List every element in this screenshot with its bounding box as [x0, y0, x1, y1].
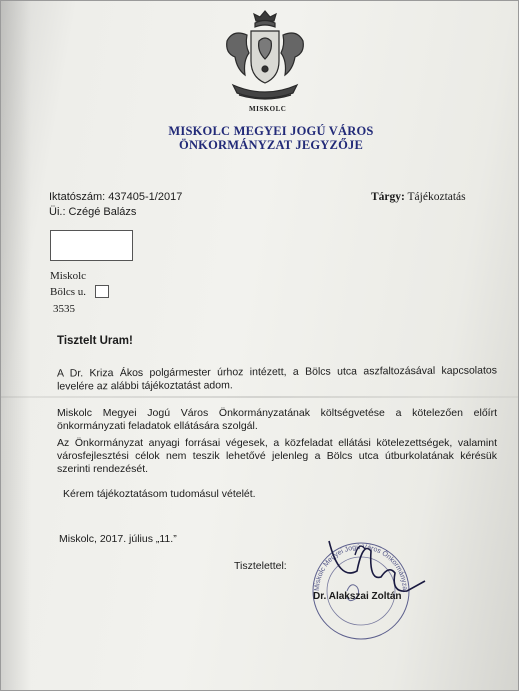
svg-text:Miskolc Megyei Jogú Város Önko [314, 544, 408, 592]
subject-value: Tájékoztatás [407, 191, 466, 203]
crest-label: MISKOLC [249, 105, 287, 113]
paragraph-1: A Dr. Kriza Ákos polgármester úrhoz intézett, a Bölcs utca aszfaltozásával kapcsolatos levelére az alábbi tájékoztatást adom. [56, 364, 497, 393]
coat-of-arms-icon [219, 7, 311, 119]
case-officer: Üi.: Czégé Balázs [49, 206, 137, 218]
closing: Tisztelettel: [234, 560, 287, 572]
org-name-line1: MISKOLC MEGYEI JOGÚ VÁROS [168, 124, 374, 138]
stamp-and-signature-icon [289, 531, 439, 641]
greeting: Tisztelt Uram! [57, 335, 133, 347]
date-line: Miskolc, 2017. július „11.” [59, 533, 177, 545]
redacted-house-number-box [95, 285, 109, 298]
subject-line [371, 191, 466, 203]
address-city: Miskolc [50, 270, 87, 282]
paragraph-3: Az Önkormányzat anyagi forrásai végesek, a közfeladat ellátási kötelezettségek, valamint városfejlesztési célok nem teszik lehetővé jelenleg a Bölcs utca útburkolatának kérésük szerinti rendezését. [57, 437, 497, 475]
paper-fold [1, 396, 518, 398]
redacted-name-box [50, 230, 133, 261]
page-shadow [1, 1, 31, 690]
address-zip: 3535 [53, 303, 75, 315]
paragraph-4: Kérem tájékoztatásom tudomásul vételét. [63, 488, 256, 500]
signatory-name: Dr. Alakszai Zoltán [313, 591, 402, 602]
subject-label: Tárgy: [371, 191, 405, 203]
reference-number: Iktatószám: 437405-1/2017 [49, 191, 183, 203]
stamp-text: Miskolc Megyei Jogú Város Önkormányzat [313, 543, 409, 593]
org-name-line2: ÖNKORMÁNYZAT JEGYZŐJE [179, 138, 363, 152]
address-street: Bölcs u. [50, 286, 87, 298]
paragraph-2: Miskolc Megyei Jogú Város Önkormányzatának költségvetése a kötelezően előírt önkormányzati feladatok ellátására szolgál. [57, 407, 497, 432]
